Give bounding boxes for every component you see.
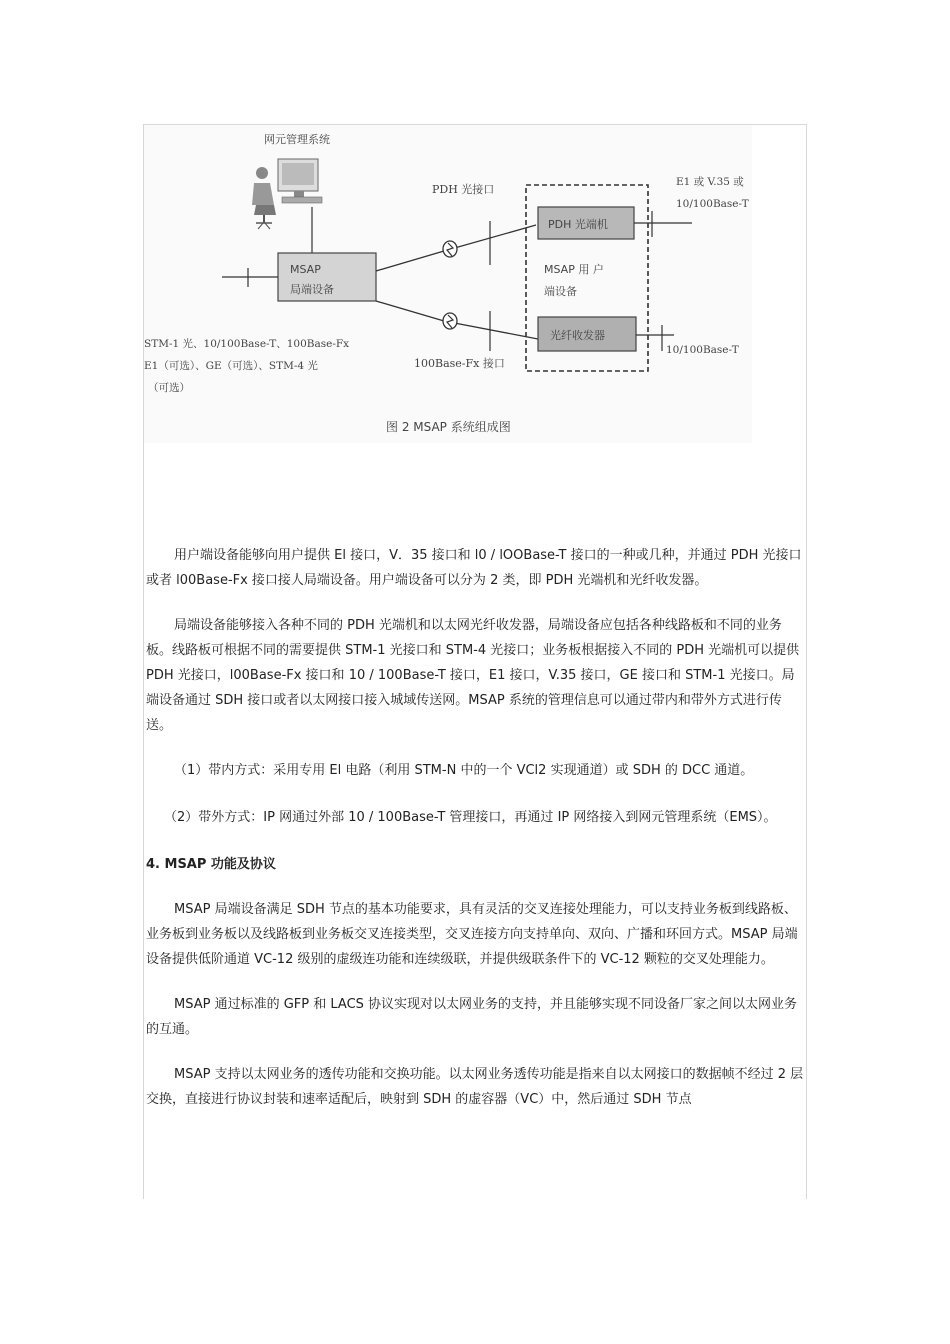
- left-interfaces-line2: E1（可选）、GE（可选）、STM-4 光: [144, 360, 318, 372]
- user-device-label-2: 端设备: [544, 285, 577, 298]
- fx-port-label: 100Base-Fx 接口: [414, 357, 505, 370]
- section-heading: 4. MSAP 功能及协议: [146, 857, 276, 872]
- paragraph-inband: （1）带内方式：采用专用 El 电路（利用 STM-N 中的一个 VCl2 实现通道）或 SDH 的 DCC 通道。: [174, 763, 754, 778]
- article-body: [146, 543, 806, 1132]
- page-frame: [143, 124, 807, 1199]
- paragraph-ethernet: MSAP 支持以太网业务的透传功能和交换功能。以太网业务透传功能是指来自以太网接口的数据帧不经过 2 层交换，直接进行协议封装和速率适配后，映射到 SDH 的虚容器（VC）中，然后通过 SDH 节点: [146, 1067, 804, 1107]
- pdh-port-label: PDH 光接口: [432, 183, 495, 196]
- right-top-label-2: 10/100Base-T: [676, 198, 749, 210]
- msap-label: MSAP: [290, 263, 321, 276]
- right-bottom-label: 10/100Base-T: [666, 344, 739, 356]
- user-device-label: MSAP 用 户: [544, 263, 604, 276]
- pdh-terminal-label: PDH 光端机: [548, 218, 608, 231]
- transceiver-label: 光纤收发器: [550, 329, 605, 342]
- paragraph-functions: MSAP 局端设备满足 SDH 节点的基本功能要求，具有灵活的交叉连接处理能力，可以支持业务板到线路板、业务板到业务板以及线路板到业务板交叉连接类型，交叉连接方向支持单向、双向、广播和环回方式。MSAP 局端设备提供低阶通道 VC-12 级别的虚级连功能和连续级联，并提供级联条件下的 VC-12 颗粒的交叉处理能力。: [146, 902, 798, 967]
- fiber-icon-lower: [443, 313, 457, 329]
- left-interfaces-line3: （可选）: [148, 382, 190, 394]
- fiber-icon-upper: [443, 241, 457, 257]
- paragraph-user-device: 用户端设备能够向用户提供 El 接口，V．35 接口和 l0 / lOOBase-T 接口的一种或几种，并通过 PDH 光接口或者 l00Base-Fx 接口接人局端设备。用户端设备可以分为 2 类，即 PDH 光端机和光纤收发器。: [146, 548, 802, 588]
- nms-label: 网元管理系统: [264, 133, 330, 146]
- msap-label-2: 局端设备: [290, 283, 334, 296]
- right-top-label-1: E1 或 V.35 或: [676, 176, 744, 188]
- paragraph-central-device: 局端设备能够接入各种不同的 PDH 光端机和以太网光纤收发器，局端设备应包括各种线路板和不同的业务板。线路板可根据不同的需要提供 STM-1 光接口和 STM-4 光接口；业务板根据接入不同的 PDH 光端机可以提供 PDH 光接口，l00Base-Fx 接口和 10 / 100Base-T 接口，E1 接口，V.35 接口，GE 接口和 STM-1 光接口。局端设备通过 SDH 接口或者以太网接口接入城域传送网。MSAP 系统的管理信息可以通过带内和带外方式进行传送。: [146, 618, 800, 733]
- paragraph-outband: （2）带外方式：IP 网通过外部 10 / 100Base-T 管理接口，再通过 IP 网络接入到网元管理系统（EMS）。: [164, 810, 777, 825]
- left-interfaces-line1: STM-1 光、10/100Base-T、100Base-Fx: [144, 338, 350, 350]
- figure-caption: 图 2 MSAP 系统组成图: [386, 420, 511, 434]
- paragraph-protocols: MSAP 通过标准的 GFP 和 LACS 协议实现对以太网业务的支持，并且能够实现不同设备厂家之间以太网业务的互通。: [146, 997, 798, 1037]
- msap-system-figure: [144, 125, 752, 443]
